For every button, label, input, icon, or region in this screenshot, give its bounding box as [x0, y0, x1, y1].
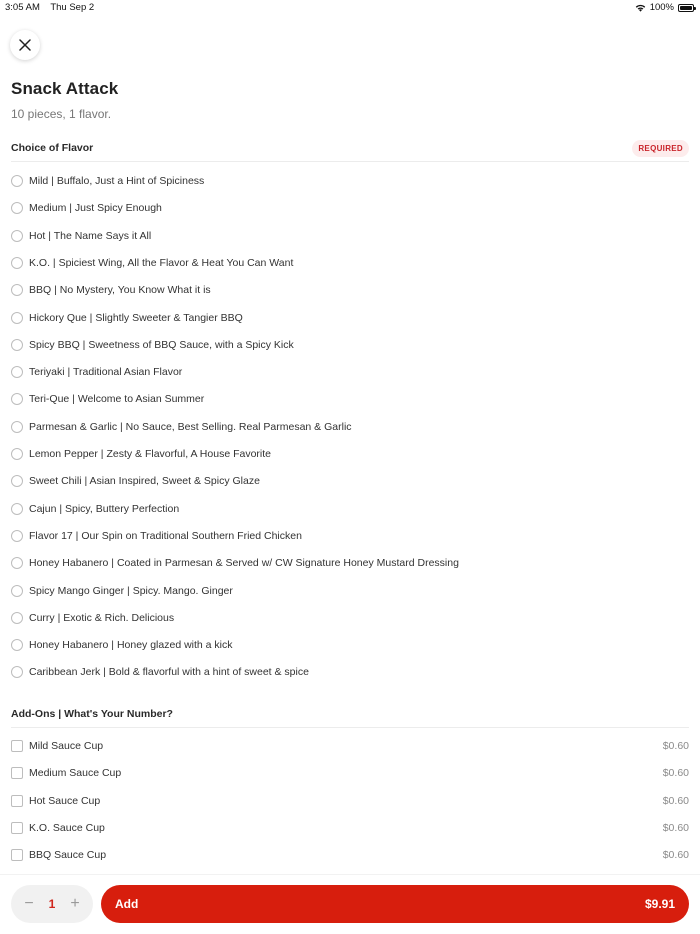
flavor-option[interactable]	[11, 389, 689, 409]
addon-option[interactable]	[11, 818, 689, 838]
addon-option-price: $0.60	[662, 740, 689, 752]
flavor-option-label: Flavor 17 | Our Spin on Traditional Southern Fried Chicken	[29, 529, 302, 542]
battery-icon	[678, 4, 694, 12]
addon-option-label: Medium Sauce Cup	[29, 767, 122, 780]
flavor-option[interactable]	[11, 499, 689, 519]
quantity-stepper	[11, 885, 93, 923]
page-subtitle: 10 pieces, 1 flavor.	[11, 107, 112, 121]
status-left	[5, 2, 102, 13]
flavor-option[interactable]	[11, 635, 689, 655]
addons-section-title: Add-Ons | What's Your Number?	[11, 708, 173, 720]
addons-section-header	[11, 706, 689, 728]
checkbox[interactable]	[11, 767, 23, 779]
increment-button[interactable]: +	[70, 895, 80, 912]
flavor-option-label: Medium | Just Spicy Enough	[29, 202, 162, 215]
addon-option-price: $0.60	[662, 767, 689, 780]
radio-button[interactable]	[11, 284, 23, 296]
flavor-option-label: Parmesan & Garlic | No Sauce, Best Selling. Real Parmesan & Garlic	[29, 420, 352, 433]
flavor-option-label: Mild | Buffalo, Just a Hint of Spiciness	[29, 175, 205, 187]
flavor-option-label: Honey Habanero | Honey glazed with a kick	[29, 639, 233, 652]
flavor-option[interactable]	[11, 526, 689, 546]
status-date: Thu Sep 2	[50, 2, 95, 13]
flavor-option[interactable]	[11, 362, 689, 382]
addon-option-price: $0.60	[662, 849, 689, 862]
radio-button[interactable]	[11, 175, 23, 187]
flavor-option-label: Spicy BBQ | Sweetness of BBQ Sauce, with a Spicy Kick	[29, 338, 294, 351]
addon-option[interactable]	[11, 791, 689, 811]
flavor-option-label: Teri-Que | Welcome to Asian Summer	[29, 393, 205, 406]
radio-button[interactable]	[11, 448, 23, 460]
flavor-option-label: K.O. | Spiciest Wing, All the Flavor & Heat You Can Want	[29, 256, 294, 269]
addon-option-label: K.O. Sauce Cup	[29, 821, 105, 834]
flavor-section-title: Choice of Flavor	[11, 142, 94, 154]
add-button-total: $9.91	[644, 897, 675, 911]
radio-button[interactable]	[11, 230, 23, 242]
wifi-icon	[635, 4, 646, 12]
battery-percent: 100%	[649, 2, 674, 13]
flavor-option[interactable]	[11, 581, 689, 601]
radio-button[interactable]	[11, 503, 23, 515]
flavor-option[interactable]	[11, 444, 689, 464]
close-icon	[19, 39, 31, 51]
radio-button[interactable]	[11, 557, 23, 569]
checkbox[interactable]	[11, 740, 23, 752]
radio-button[interactable]	[11, 393, 23, 405]
status-right	[635, 2, 694, 13]
flavor-option[interactable]	[11, 280, 689, 300]
checkbox[interactable]	[11, 822, 23, 834]
radio-button[interactable]	[11, 339, 23, 351]
flavor-option-label: Teriyaki | Traditional Asian Flavor	[29, 366, 183, 379]
add-to-cart-button[interactable]	[101, 885, 689, 923]
addon-option[interactable]	[11, 845, 689, 865]
radio-button[interactable]	[11, 202, 23, 214]
flavor-option-label: Hickory Que | Slightly Sweeter & Tangier BBQ	[29, 311, 243, 324]
addon-option-price: $0.60	[662, 821, 689, 834]
flavor-option[interactable]	[11, 471, 689, 491]
page-title: Snack Attack	[11, 79, 119, 98]
flavor-option[interactable]	[11, 662, 689, 682]
flavor-option-label: Lemon Pepper | Zesty & Flavorful, A House Favorite	[29, 448, 272, 460]
flavor-option-label: Sweet Chili | Asian Inspired, Sweet & Spicy Glaze	[29, 475, 260, 488]
addon-option-label: Mild Sauce Cup	[29, 740, 104, 752]
add-button-label: Add	[115, 897, 139, 911]
flavor-option-label: BBQ | No Mystery, You Know What it is	[29, 284, 211, 297]
flavor-section-header	[11, 140, 689, 162]
radio-button[interactable]	[11, 421, 23, 433]
quantity-value: 1	[48, 897, 56, 911]
flavor-option[interactable]	[11, 171, 689, 191]
decrement-button[interactable]: −	[24, 895, 34, 912]
checkbox[interactable]	[11, 795, 23, 807]
radio-button[interactable]	[11, 530, 23, 542]
addon-option[interactable]	[11, 763, 689, 783]
flavor-option-label: Honey Habanero | Coated in Parmesan & Served w/ CW Signature Honey Mustard Dressing	[29, 557, 459, 570]
flavor-option-label: Caribbean Jerk | Bold & flavorful with a hint of sweet & spice	[29, 666, 309, 679]
addon-option-label: Hot Sauce Cup	[29, 794, 101, 807]
radio-button[interactable]	[11, 312, 23, 324]
radio-button[interactable]	[11, 585, 23, 597]
addon-option[interactable]	[11, 736, 689, 756]
status-bar	[0, 0, 700, 14]
close-button[interactable]	[10, 30, 40, 60]
addon-option-label: BBQ Sauce Cup	[29, 849, 107, 862]
status-time: 3:05 AM	[5, 2, 40, 13]
flavor-option-label: Cajun | Spicy, Buttery Perfection	[29, 502, 180, 515]
flavor-option-label: Hot | The Name Says it All	[29, 229, 152, 242]
flavor-option[interactable]	[11, 226, 689, 246]
flavor-option[interactable]	[11, 308, 689, 328]
flavor-option[interactable]	[11, 198, 689, 218]
radio-button[interactable]	[11, 639, 23, 651]
radio-button[interactable]	[11, 475, 23, 487]
footer-bar	[0, 874, 700, 934]
flavor-option[interactable]	[11, 335, 689, 355]
radio-button[interactable]	[11, 366, 23, 378]
flavor-option[interactable]	[11, 253, 689, 273]
checkbox[interactable]	[11, 849, 23, 861]
radio-button[interactable]	[11, 257, 23, 269]
flavor-option[interactable]	[11, 553, 689, 573]
radio-button[interactable]	[11, 612, 23, 624]
flavor-option[interactable]	[11, 608, 689, 628]
flavor-option-label: Curry | Exotic & Rich. Delicious	[29, 611, 175, 624]
flavor-option-label: Spicy Mango Ginger | Spicy. Mango. Ginger	[29, 584, 233, 597]
addon-option-price: $0.60	[662, 794, 689, 807]
flavor-option[interactable]	[11, 417, 689, 437]
radio-button[interactable]	[11, 666, 23, 678]
required-badge: REQUIRED	[632, 140, 689, 157]
